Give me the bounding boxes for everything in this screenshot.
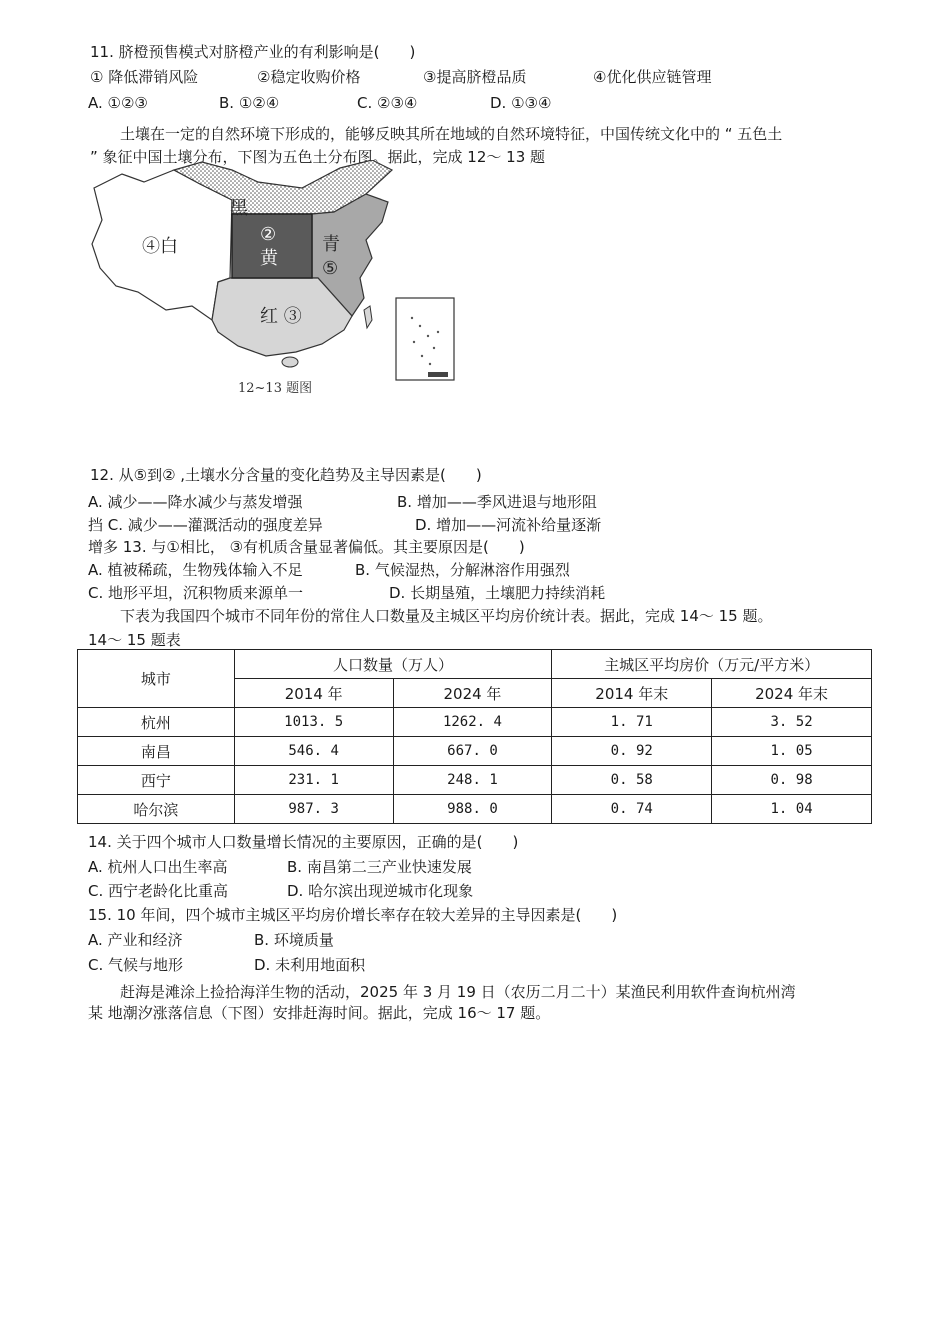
subheader-pop-2024: 2024 年 bbox=[393, 679, 552, 708]
taiwan-island bbox=[364, 306, 372, 328]
q14-stem: 14. 关于四个城市人口数量增长情况的主要原因，正确的是( ) bbox=[88, 833, 519, 851]
map-label-yellow-num: ② bbox=[260, 224, 277, 245]
intro-16-line-2: 某 地潮汐涨落信息（下图）安排赶海时间。据此，完成 16～ 17 题。 bbox=[88, 1004, 551, 1022]
header-price: 主城区平均房价（万元/平方米） bbox=[552, 650, 872, 679]
cell-pop-2024: 667. 0 bbox=[393, 737, 552, 766]
cell-city: 哈尔滨 bbox=[78, 795, 235, 824]
q14-option-b: B. 南昌第二三产业快速发展 bbox=[287, 858, 472, 876]
intro-12-line-1: 土壤在一定的自然环境下形成的，能够反映其所在地域的自然环境特征，中国传统文化中的 “ 五色土 bbox=[120, 125, 783, 143]
q15-option-b: B. 环境质量 bbox=[254, 931, 334, 949]
cell-pop-2024: 1262. 4 bbox=[393, 708, 552, 737]
map-label-white: ④白 bbox=[142, 236, 178, 257]
q11-option-c: C. ②③④ bbox=[357, 94, 418, 112]
q13-stem: 增多 13. 与①相比， ③有机质含量显著偏低。其主要原因是( ) bbox=[88, 538, 525, 556]
map-label-black: 黑 bbox=[230, 198, 248, 219]
cell-pop-2024: 248. 1 bbox=[393, 766, 552, 795]
map-label-red: 红 ③ bbox=[260, 306, 302, 327]
intro-12-line-2: ” 象征中国土壤分布，下图为五色土分布图。据此，完成 12～ 13 题 bbox=[90, 148, 546, 166]
intro-16-line-1: 赶海是滩涂上捡拾海洋生物的活动，2025 年 3 月 19 日（农历二月二十）某渔民利用软件查询杭州湾 bbox=[120, 983, 796, 1001]
table-row bbox=[78, 737, 872, 766]
table-label: 14～ 15 题表 bbox=[88, 631, 181, 649]
map-label-cyan: 青 bbox=[322, 234, 340, 255]
subheader-price-2014: 2014 年末 bbox=[552, 679, 712, 708]
q11-item-3: ③提高脐橙品质 bbox=[423, 68, 527, 86]
intro-14-line-1: 下表为我国四个城市不同年份的常住人口数量及主城区平均房价统计表。据此，完成 14～ 15 题。 bbox=[120, 607, 773, 625]
cell-price-2014: 0. 92 bbox=[552, 737, 712, 766]
city-stats-table bbox=[77, 649, 872, 824]
q13-option-b: B. 气候湿热，分解淋溶作用强烈 bbox=[355, 561, 570, 579]
q11-stem: 11. 脐橙预售模式对脐橙产业的有利影响是( ) bbox=[90, 43, 416, 61]
cell-price-2014: 0. 58 bbox=[552, 766, 712, 795]
q15-option-a: A. 产业和经济 bbox=[88, 931, 183, 949]
map-label-cyan-num: ⑤ bbox=[322, 258, 339, 279]
cell-pop-2014: 231. 1 bbox=[234, 766, 393, 795]
hainan-island bbox=[282, 357, 298, 367]
q11-option-b: B. ①②④ bbox=[219, 94, 280, 112]
q12-option-d: D. 增加——河流补给量逐渐 bbox=[415, 516, 602, 534]
cell-price-2024: 1. 04 bbox=[712, 795, 872, 824]
header-population: 人口数量（万人） bbox=[234, 650, 552, 679]
q12-stem: 12. 从⑤到② ,土壤水分含量的变化趋势及主导因素是( ) bbox=[90, 466, 482, 484]
cell-price-2014: 1. 71 bbox=[552, 708, 712, 737]
south-sea-inset bbox=[396, 298, 454, 380]
q14-option-a: A. 杭州人口出生率高 bbox=[88, 858, 228, 876]
map-label-yellow: 黄 bbox=[260, 248, 278, 269]
q12-option-c: 挡 C. 减少——灌溉活动的强度差异 bbox=[88, 516, 323, 534]
q15-option-d: D. 未利用地面积 bbox=[254, 956, 366, 974]
q15-option-c: C. 气候与地形 bbox=[88, 956, 184, 974]
cell-pop-2014: 546. 4 bbox=[234, 737, 393, 766]
cell-city: 杭州 bbox=[78, 708, 235, 737]
subheader-pop-2014: 2014 年 bbox=[234, 679, 393, 708]
q12-option-b: B. 增加——季风进退与地形阻 bbox=[397, 493, 597, 511]
subheader-price-2024: 2024 年末 bbox=[712, 679, 872, 708]
cell-pop-2014: 987. 3 bbox=[234, 795, 393, 824]
cell-price-2024: 1. 05 bbox=[712, 737, 872, 766]
map-caption: 12~13 题图 bbox=[238, 381, 313, 396]
cell-price-2024: 3. 52 bbox=[712, 708, 872, 737]
q11-option-d: D. ①③④ bbox=[490, 94, 552, 112]
q11-option-a: A. ①②③ bbox=[88, 94, 148, 112]
q13-option-d: D. 长期垦殖，土壤肥力持续消耗 bbox=[389, 584, 606, 602]
cell-price-2014: 0. 74 bbox=[552, 795, 712, 824]
cell-price-2024: 0. 98 bbox=[712, 766, 872, 795]
q11-item-2: ②稳定收购价格 bbox=[257, 68, 361, 86]
table-row bbox=[78, 708, 872, 737]
q14-option-d: D. 哈尔滨出现逆城市化现象 bbox=[287, 882, 474, 900]
cell-city: 南昌 bbox=[78, 737, 235, 766]
q11-item-1: ① 降低滞销风险 bbox=[90, 68, 199, 86]
header-city: 城市 bbox=[78, 650, 235, 708]
q13-option-a: A. 植被稀疏，生物残体输入不足 bbox=[88, 561, 303, 579]
q13-option-c: C. 地形平坦，沉积物质来源单一 bbox=[88, 584, 304, 602]
q15-stem: 15. 10 年间，四个城市主城区平均房价增长率存在较大差异的主导因素是( ) bbox=[88, 906, 618, 924]
cell-city: 西宁 bbox=[78, 766, 235, 795]
table-row bbox=[78, 795, 872, 824]
q12-option-a: A. 减少——降水减少与蒸发增强 bbox=[88, 493, 303, 511]
cell-pop-2024: 988. 0 bbox=[393, 795, 552, 824]
q14-option-c: C. 西宁老龄化比重高 bbox=[88, 882, 229, 900]
q11-item-4: ④优化供应链管理 bbox=[593, 68, 712, 86]
table-row bbox=[78, 766, 872, 795]
five-color-soil-map bbox=[82, 160, 472, 400]
cell-pop-2014: 1013. 5 bbox=[234, 708, 393, 737]
